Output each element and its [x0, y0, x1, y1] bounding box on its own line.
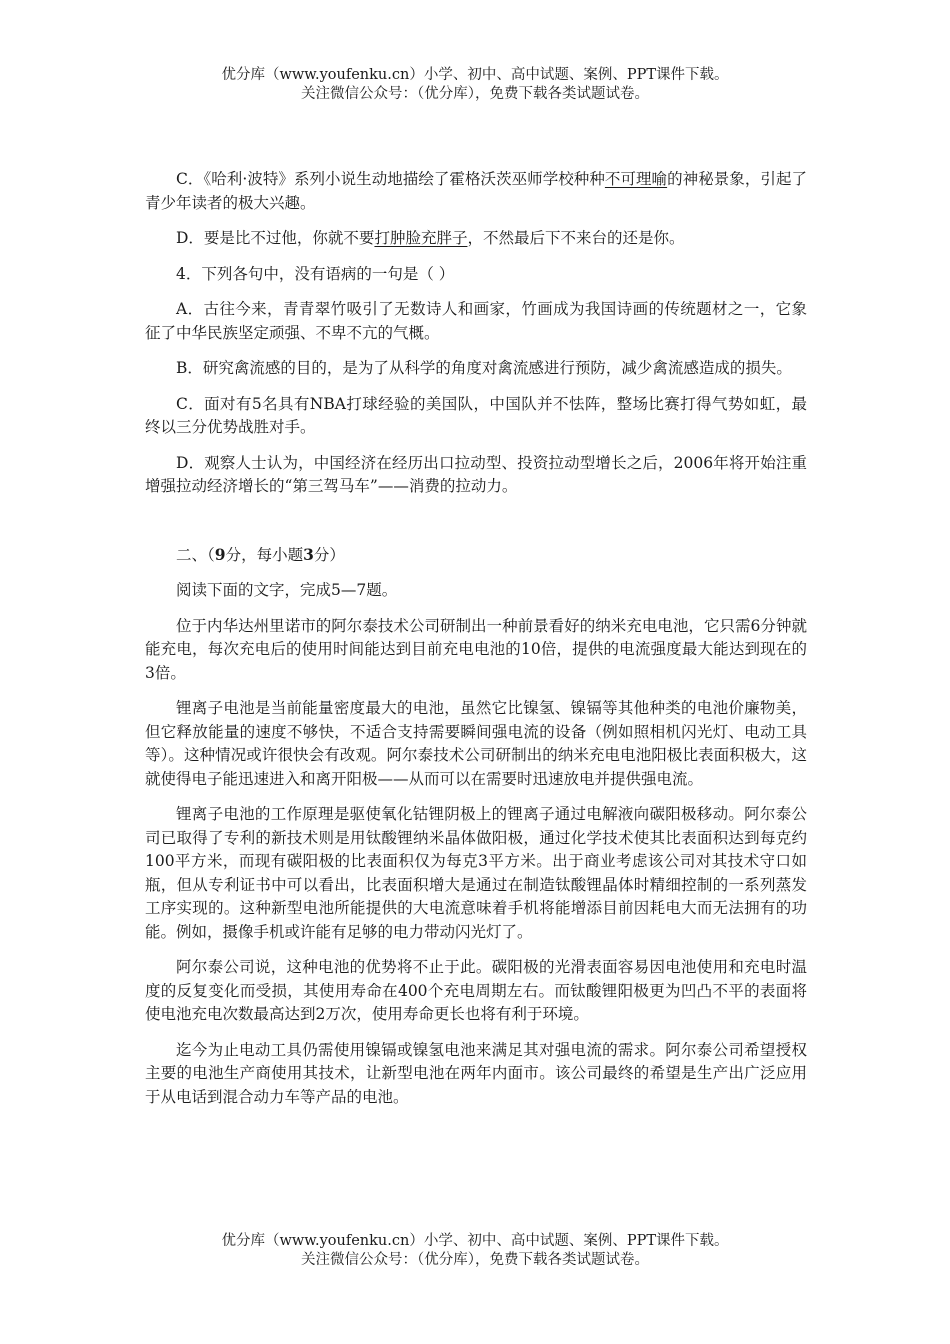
- section-2-title: [145, 543, 807, 568]
- passage-paragraph-3: 锂离子电池的工作原理是驱使氧化钴锂阴极上的锂离子通过电解液向碳阳极移动。阿尔泰公司已取得了专利的新技术则是用钛酸锂纳米晶体做阳极，通过化学技术使其比表面积达到每克约100平方米，而现有碳阳极的比表面积仅为每克3平方米。出于商业考虑该公司对其技术守口如瓶，但从专利证书中可以看出，比表面积增大是通过在制造钛酸锂晶体时精细控制的一系列蒸发工序实现的。这种新型电池所能提供的大电流意味着手机将能增添目前因耗电大而无法拥有的功能。例如，摄像手机或许能有足够的电力带动闪光灯了。: [145, 805, 807, 941]
- section-2-title-prefix: 二、（: [176, 545, 215, 564]
- page-footer: [0, 1232, 950, 1270]
- q3-d-text: D．要是比不过他，你就不要: [176, 229, 375, 247]
- section-2-score: 9: [214, 544, 226, 564]
- q3-option-d: [145, 227, 807, 251]
- q3-c-text: C．《哈利·波特》系列小说生动地描绘了霍格沃茨巫师学校种种: [176, 170, 605, 188]
- section-2-each-score: 3: [303, 544, 314, 564]
- section-2-title-suffix: 分）: [313, 545, 345, 564]
- passage-paragraph-4: 阿尔泰公司说，这种电池的优势将不止于此。碳阳极的光滑表面容易因电池使用和充电时温度的反复变化而受损，其使用寿命在400个充电周期左右。而钛酸锂阳极更为凹凸不平的表面将使电池充电次数最高达到2万次，使用寿命更长也将有利于环境。: [145, 958, 807, 1023]
- q4-option-b: B．研究禽流感的目的，是为了从科学的角度对禽流感进行预防，减少禽流感造成的损失。: [176, 359, 792, 377]
- q3-d-underlined: 打肿脸充胖子: [374, 229, 468, 247]
- reading-instruction: 阅读下面的文字，完成5—7题。: [176, 581, 398, 599]
- passage-paragraph-1: 位于内华达州里诺市的阿尔泰技术公司研制出一种前景看好的纳米充电电池，它只需6分钟就能充电，每次充电后的使用时间能达到目前充电电池的10倍，提供的电流强度最大能达到现在的3倍。: [145, 616, 807, 682]
- page-header: [0, 66, 950, 104]
- passage-paragraph-5: 迄今为止电动工具仍需使用镍镉或镍氢电池来满足其对强电流的需求。阿尔泰公司希望授权主要的电池生产商使用其技术，让新型电池在两年内面市。该公司最终的希望是生产出广泛应用于从电话到混合动力车等产品的电池。: [145, 1040, 807, 1106]
- section-2-title-mid: 分，每小题: [225, 545, 304, 564]
- q3-c-text-end: 的神秘景象，引起了青少年读者的极大兴趣。: [145, 170, 807, 212]
- header-line-2: 关注微信公众号：（优分库），免费下载各类试题试卷。: [301, 86, 649, 102]
- q3-option-c: [145, 168, 807, 215]
- section-gap: [145, 511, 807, 543]
- q4-stem: 4．下列各句中，没有语病的一句是（ ）: [176, 264, 455, 283]
- document-body: [145, 168, 807, 1121]
- footer-line-1: 优分库（www.youfenku.cn）小学、初中、高中试题、案例、PPT课件下载。: [221, 1233, 729, 1249]
- footer-line-2: 关注微信公众号：（优分库），免费下载各类试题试卷。: [301, 1252, 649, 1268]
- header-line-1: 优分库（www.youfenku.cn）小学、初中、高中试题、案例、PPT课件下载。: [221, 67, 729, 83]
- q3-d-text-end: ，不然最后下不来台的还是你。: [467, 229, 685, 247]
- passage-paragraph-2: 锂离子电池是当前能量密度最大的电池，虽然它比镍氢、镍镉等其他种类的电池价廉物美，但它释放能量的速度不够快，不适合支持需要瞬间强电流的设备（例如照相机闪光灯、电动工具等）。这种情况或许很快会有改观。阿尔泰技术公司研制出的纳米充电电池阳极比表面积极大，这就使得电子能迅速进入和离开阳极——从而可以在需要时迅速放电并提供强电流。: [145, 699, 807, 788]
- q4-option-c: C．面对有5名具有NBA打球经验的美国队，中国队并不怯阵，整场比赛打得气势如虹，最终以三分优势战胜对手。: [145, 394, 807, 436]
- q4-option-d: D．观察人士认为，中国经济在经历出口拉动型、投资拉动型增长之后，2006年将开始注重增强拉动经济增长的“第三驾马车”——消费的拉动力。: [145, 453, 807, 495]
- q3-c-underlined: 不可理喻: [604, 170, 668, 188]
- q4-option-a: A．古往今来，青青翠竹吸引了无数诗人和画家，竹画成为我国诗画的传统题材之一，它象征了中华民族坚定顽强、不卑不亢的气概。: [145, 300, 807, 342]
